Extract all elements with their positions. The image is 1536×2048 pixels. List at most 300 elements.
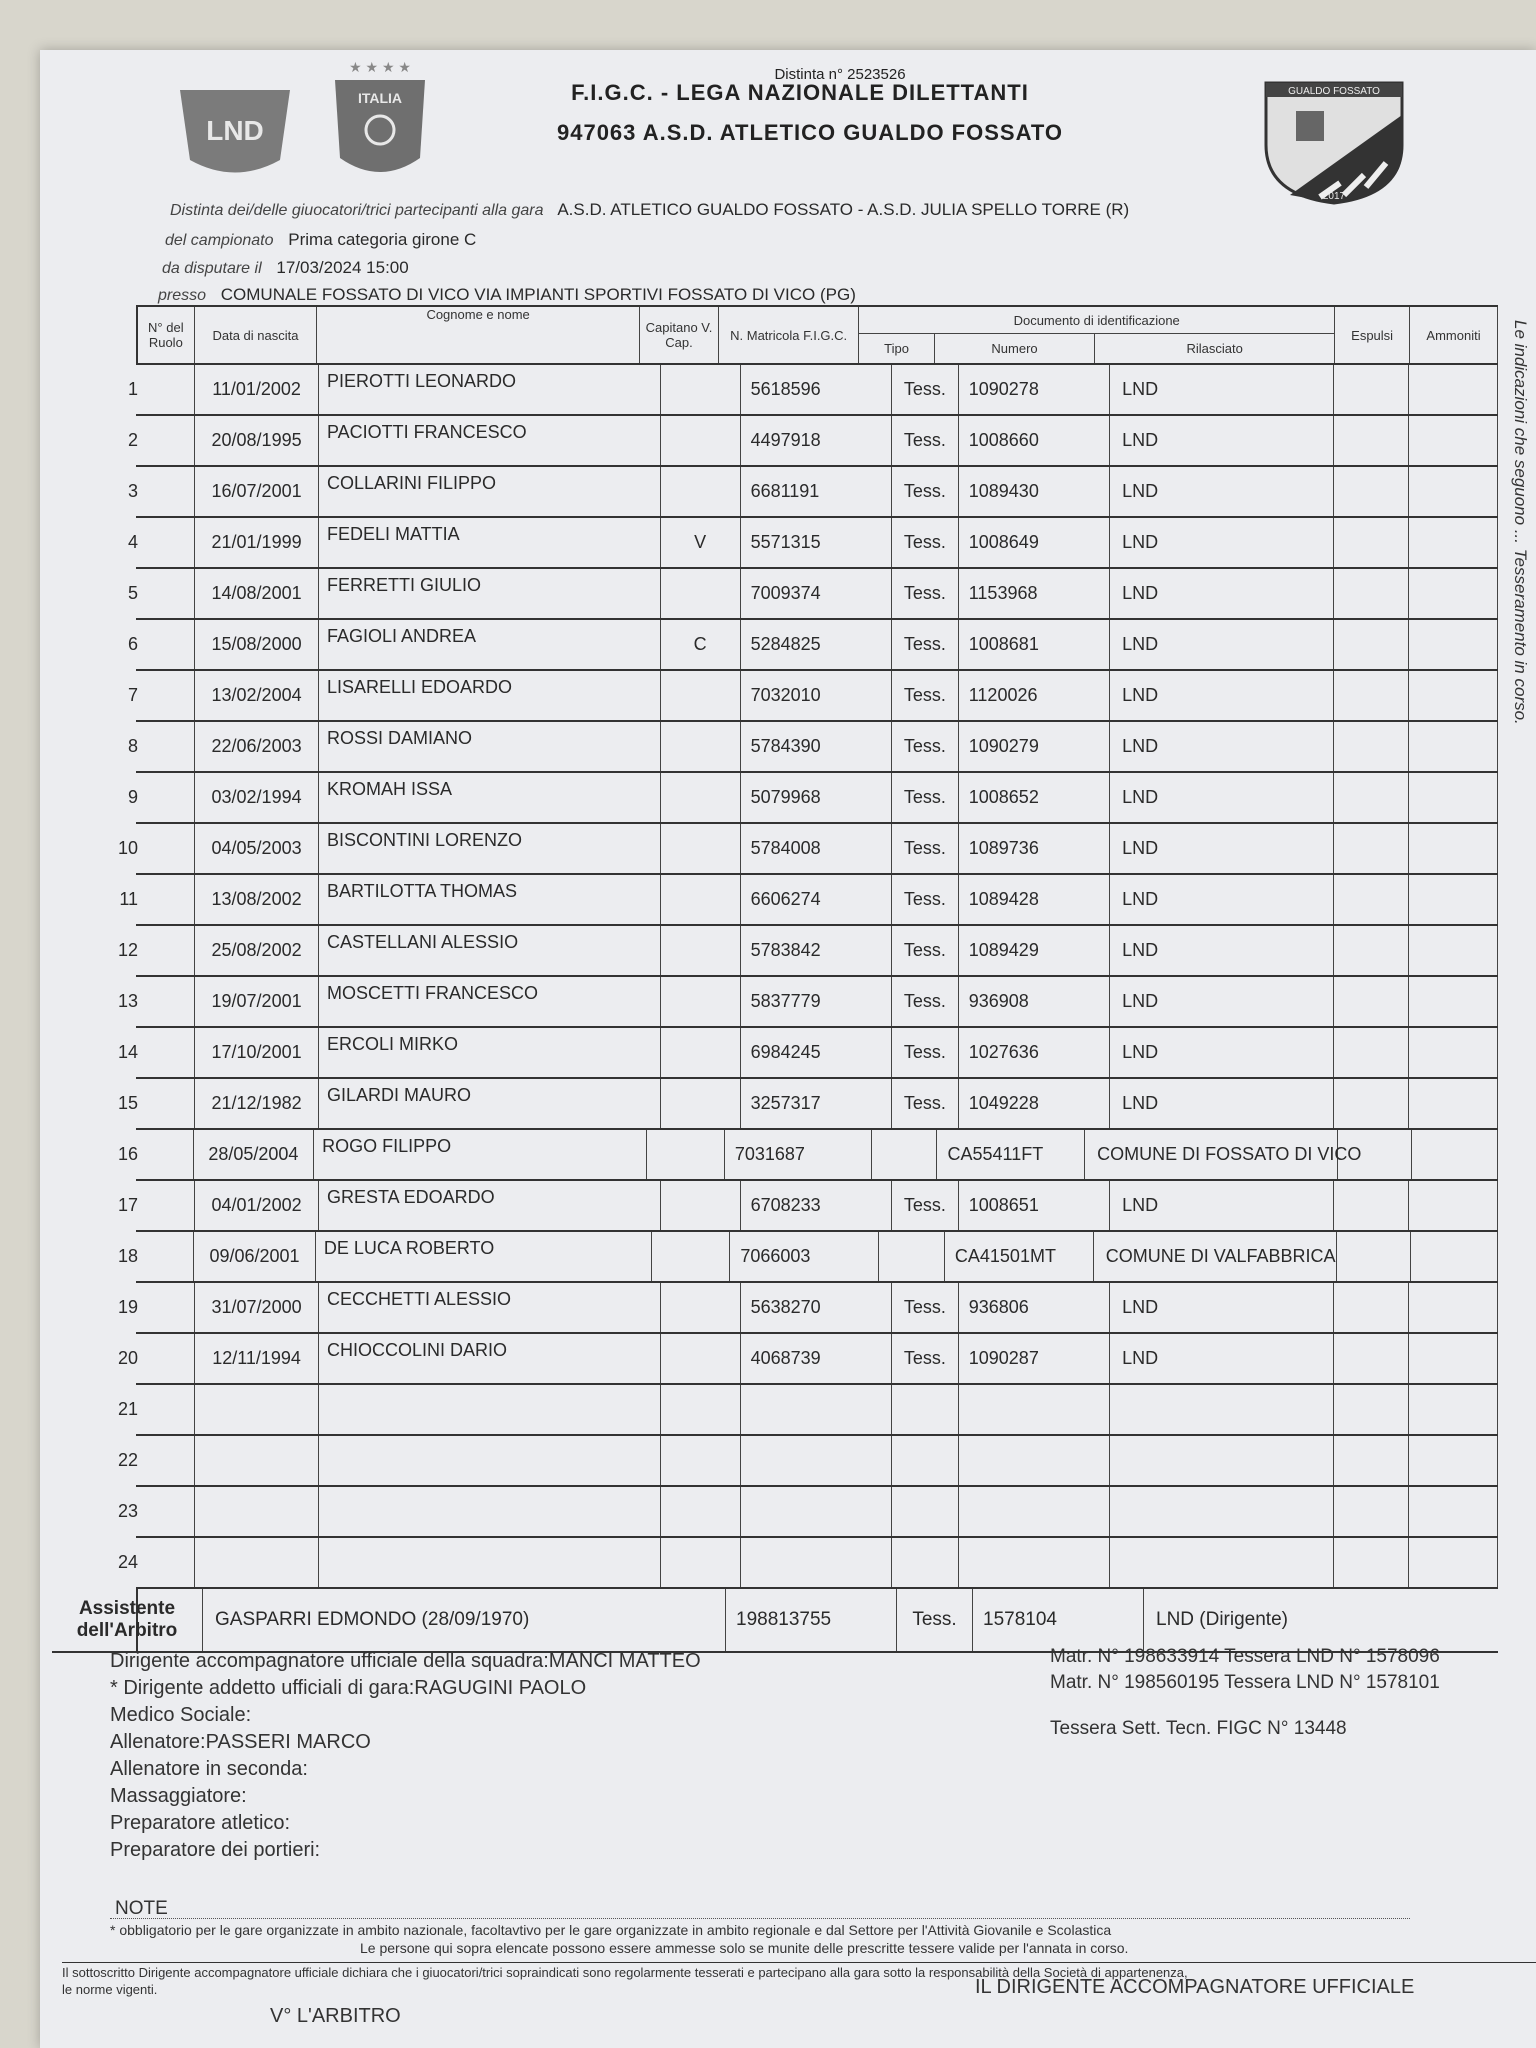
table-row (117, 1232, 1498, 1283)
table-row (127, 620, 1498, 671)
doc-number-cell: 1090287 (959, 1334, 1110, 1383)
birthdate-cell (195, 1538, 319, 1587)
doc-type-cell: Tess. (892, 926, 959, 975)
captain-cell (661, 1436, 741, 1485)
staff-label: * Dirigente addetto ufficiali di gara: (110, 1677, 415, 1699)
doc-number-cell (959, 1538, 1110, 1587)
matricola-cell: 7066003 (730, 1232, 879, 1281)
expelled-cell (1334, 1028, 1410, 1077)
federation-title: F.I.G.C. - LEGA NAZIONALE DILETTANTI (571, 80, 1029, 105)
captain-cell (647, 1130, 725, 1179)
issued-by-cell: LND (1110, 926, 1334, 975)
issued-by-cell: LND (1110, 620, 1334, 669)
expelled-cell (1334, 1487, 1410, 1536)
warned-cell (1409, 875, 1498, 924)
issued-by-cell: LND (1110, 1283, 1334, 1332)
doc-number-cell: CA55411FT (937, 1130, 1085, 1179)
expelled-cell (1338, 1130, 1412, 1179)
expelled-cell (1334, 620, 1410, 669)
staff-label: Allenatore in seconda: (110, 1758, 308, 1780)
ruolo-cell (138, 1283, 195, 1332)
warned-cell (1409, 1334, 1498, 1383)
warned-cell (1409, 1181, 1498, 1230)
header-tipo: Tipo (859, 334, 935, 363)
doc-number-cell (959, 1385, 1110, 1434)
staff-line (110, 1785, 247, 1808)
matricola-cell (741, 1385, 892, 1434)
doc-type-cell: Tess. (892, 620, 959, 669)
assistant-row (52, 1589, 1498, 1653)
staff-line (110, 1758, 308, 1781)
ruolo-cell (138, 1385, 195, 1434)
matricola-cell: 5571315 (741, 518, 892, 567)
expelled-cell (1334, 365, 1410, 414)
expelled-cell (1334, 875, 1410, 924)
birthdate-cell (195, 1487, 319, 1536)
name-cell: DE LUCA ROBERTO (316, 1232, 652, 1281)
doc-type-cell: Tess. (892, 671, 959, 720)
assistant-label: Assistente dell'Arbitro (52, 1589, 203, 1651)
doc-type-cell: Tess. (892, 773, 959, 822)
staff-registration: Matr. N° 198560195 Tessera LND N° 1578101 (1050, 1672, 1440, 1693)
captain-cell (661, 569, 741, 618)
staff-label: Medico Sociale: (110, 1704, 252, 1726)
issued-by-cell: LND (1110, 773, 1334, 822)
issued-by-cell: LND (1110, 569, 1334, 618)
issued-by-cell: LND (1110, 467, 1334, 516)
table-row (127, 416, 1498, 467)
assistant-name: GASPARRI EDMONDO (28/09/1970) (203, 1589, 726, 1651)
warned-cell (1409, 1538, 1498, 1587)
matricola-cell (741, 1436, 892, 1485)
matricola-cell (741, 1487, 892, 1536)
header-ruolo: N° del Ruolo (138, 307, 195, 363)
staff-registration: Matr. N° 198633914 Tessera LND N° 1578096 (1050, 1646, 1440, 1667)
birthdate-cell (195, 1385, 319, 1434)
doc-number-cell: 1089430 (959, 467, 1110, 516)
staff-value: PASSERI MARCO (205, 1731, 371, 1753)
issued-by-cell: LND (1110, 671, 1334, 720)
name-cell: MOSCETTI FRANCESCO (319, 977, 661, 1026)
row-number: 13 (52, 977, 144, 1026)
doc-number-cell: 1008651 (959, 1181, 1110, 1230)
assistant-numero: 1578104 (973, 1589, 1144, 1651)
matricola-cell (741, 1538, 892, 1587)
note-norme: le norme vigenti. (62, 1982, 158, 1997)
venue-line (158, 285, 856, 305)
doc-number-cell: 1120026 (959, 671, 1110, 720)
doc-type-cell: Tess. (892, 977, 959, 1026)
captain-cell: V (661, 518, 741, 567)
warned-cell (1409, 722, 1498, 771)
captain-cell (661, 1079, 741, 1128)
table-row (127, 773, 1498, 824)
assistant-matr: 198813755 (726, 1589, 897, 1651)
ruolo-cell (138, 671, 195, 720)
matricola-cell: 6606274 (741, 875, 892, 924)
doc-number-cell (959, 1487, 1110, 1536)
captain-cell (661, 722, 741, 771)
name-cell (319, 1538, 661, 1587)
birthdate-cell: 13/02/2004 (195, 671, 319, 720)
ruolo-cell (138, 773, 195, 822)
row-number: 20 (52, 1334, 144, 1383)
birthdate-cell: 11/01/2002 (195, 365, 319, 414)
row-number: 17 (52, 1181, 144, 1230)
name-cell: BARTILOTTA THOMAS (319, 875, 661, 924)
warned-cell (1412, 1130, 1498, 1179)
birthdate-cell: 04/01/2002 (195, 1181, 319, 1230)
captain-cell (661, 416, 741, 465)
birthdate-cell: 21/12/1982 (195, 1079, 319, 1128)
warned-cell (1409, 926, 1498, 975)
expelled-cell (1334, 1436, 1410, 1485)
birthdate-cell (195, 1436, 319, 1485)
table-row (117, 1538, 1498, 1589)
issued-by-cell: LND (1110, 416, 1334, 465)
expelled-cell (1334, 569, 1410, 618)
issued-by-cell: LND (1110, 824, 1334, 873)
row-number: 21 (52, 1385, 144, 1434)
doc-number-cell: 1153968 (959, 569, 1110, 618)
doc-number-cell: 1008660 (959, 416, 1110, 465)
match-label: Distinta dei/delle giuocatori/trici partecipanti alla gara (170, 202, 544, 219)
issued-by-cell (1110, 1487, 1334, 1536)
doc-number-cell: 936806 (959, 1283, 1110, 1332)
ruolo-cell (138, 1181, 195, 1230)
captain-cell (661, 824, 741, 873)
ruolo-cell (138, 1487, 195, 1536)
svg-text:ITALIA: ITALIA (357, 90, 403, 106)
table-row (117, 1079, 1498, 1130)
row-number: 11 (52, 875, 144, 924)
birthdate-cell: 31/07/2000 (195, 1283, 319, 1332)
warned-cell (1411, 1232, 1498, 1281)
issued-by-cell: LND (1110, 977, 1334, 1026)
name-cell: ROSSI DAMIANO (319, 722, 661, 771)
table-row (127, 518, 1498, 569)
venue-value: COMUNALE FOSSATO DI VICO VIA IMPIANTI SPORTIVI FOSSATO DI VICO (PG) (220, 285, 856, 304)
row-number: 6 (52, 620, 144, 669)
name-cell: FAGIOLI ANDREA (319, 620, 661, 669)
ruolo-cell (138, 977, 195, 1026)
name-cell: GILARDI MAURO (319, 1079, 661, 1128)
matricola-cell: 6681191 (741, 467, 892, 516)
doc-number-cell: 1008652 (959, 773, 1110, 822)
doc-number-cell: 936908 (959, 977, 1110, 1026)
table-row (119, 875, 1498, 926)
staff-line (110, 1677, 586, 1700)
header-amm: Ammoniti (1410, 307, 1498, 363)
staff-label: Preparatore dei portieri: (110, 1839, 321, 1861)
staff-registration: Tessera Sett. Tecn. FIGC N° 13448 (1050, 1718, 1347, 1739)
table-row (127, 671, 1498, 722)
ruolo-cell (138, 467, 195, 516)
matricola-cell: 5784390 (741, 722, 892, 771)
table-row (117, 1283, 1498, 1334)
header-data: Data di nascita (195, 307, 318, 363)
warned-cell (1409, 416, 1498, 465)
warned-cell (1409, 569, 1498, 618)
doc-type-cell: Tess. (892, 416, 959, 465)
staff-line (110, 1731, 371, 1754)
birthdate-cell: 22/06/2003 (195, 722, 319, 771)
name-cell: PACIOTTI FRANCESCO (319, 416, 661, 465)
expelled-cell (1334, 518, 1410, 567)
doc-number-cell: 1089736 (959, 824, 1110, 873)
row-number: 5 (52, 569, 144, 618)
club-title: 947063 A.S.D. ATLETICO GUALDO FOSSATO (556, 120, 1063, 145)
staff-label: Dirigente accompagnatore ufficiale della squadra: (110, 1650, 549, 1672)
doc-type-cell: Tess. (892, 1079, 959, 1128)
note-declaration: Il sottoscritto Dirigente accompagnatore ufficiale dichiara che i giuocatori/trici sopraindicati sono regolarmente tesserati e partecipano alla gara sotto la responsabilità della Società di appartenenza, (62, 1962, 1536, 1980)
doc-number-cell: 1089429 (959, 926, 1110, 975)
doc-number-cell: 1089428 (959, 875, 1110, 924)
row-number: 22 (52, 1436, 144, 1485)
doc-type-cell: Tess. (892, 875, 959, 924)
warned-cell (1409, 773, 1498, 822)
svg-text:GUALDO FOSSATO: GUALDO FOSSATO (1288, 86, 1380, 97)
name-cell: FEDELI MATTIA (319, 518, 661, 567)
table-row (117, 1181, 1498, 1232)
doc-number-cell: 1008681 (959, 620, 1110, 669)
matricola-cell: 4068739 (741, 1334, 892, 1383)
ruolo-cell (138, 1232, 194, 1281)
match-value: A.S.D. ATLETICO GUALDO FOSSATO - A.S.D. JULIA SPELLO TORRE (R) (557, 200, 1130, 219)
table-row (127, 569, 1498, 620)
staff-line (110, 1812, 290, 1835)
staff-value: MANCI MATTEO (548, 1650, 701, 1672)
italia-logo (325, 58, 435, 188)
doc-number-cell: CA41501MT (945, 1232, 1094, 1281)
doc-number-cell: 1090278 (959, 365, 1110, 414)
note-line (110, 1918, 1410, 1919)
doc-type-cell: Tess. (892, 518, 959, 567)
name-cell: ERCOLI MIRKO (319, 1028, 661, 1077)
row-number: 4 (52, 518, 144, 567)
ruolo-cell (138, 1538, 195, 1587)
doc-type-cell: Tess. (892, 467, 959, 516)
birthdate-cell: 28/05/2004 (194, 1130, 315, 1179)
row-number: 12 (52, 926, 144, 975)
row-number: 15 (52, 1079, 144, 1128)
warned-cell (1409, 1079, 1498, 1128)
staff-label: Preparatore atletico: (110, 1812, 291, 1834)
championship-line (165, 230, 476, 250)
expelled-cell (1334, 722, 1410, 771)
expelled-cell (1334, 926, 1410, 975)
expelled-cell (1334, 1538, 1410, 1587)
table-row (117, 1436, 1498, 1487)
warned-cell (1409, 671, 1498, 720)
captain-cell (661, 1181, 741, 1230)
doc-type-cell: Tess. (892, 1028, 959, 1077)
birthdate-cell: 19/07/2001 (195, 977, 319, 1026)
table-body (117, 365, 1498, 1589)
captain-cell (661, 671, 741, 720)
doc-number-cell: 1090279 (959, 722, 1110, 771)
doc-type-cell (892, 1487, 959, 1536)
table-header (138, 305, 1498, 365)
captain-cell (661, 926, 741, 975)
expelled-cell (1334, 1385, 1410, 1434)
header-doc-group (859, 307, 1335, 363)
staff-value: RAGUGINI PAOLO (414, 1677, 587, 1699)
expelled-cell (1334, 977, 1410, 1026)
matricola-cell: 6984245 (741, 1028, 892, 1077)
row-number: 14 (52, 1028, 144, 1077)
birthdate-cell: 16/07/2001 (195, 467, 319, 516)
expelled-cell (1334, 1079, 1410, 1128)
name-cell (319, 1436, 661, 1485)
birthdate-cell: 09/06/2001 (194, 1232, 316, 1281)
birthdate-cell: 17/10/2001 (195, 1028, 319, 1077)
table-row (117, 1130, 1498, 1181)
matricola-cell: 5618596 (741, 365, 892, 414)
issued-by-cell: LND (1110, 875, 1334, 924)
matricola-cell: 5284825 (741, 620, 892, 669)
issued-by-cell: LND (1110, 365, 1334, 414)
table-row (127, 722, 1498, 773)
captain-cell (661, 1283, 741, 1332)
warned-cell (1409, 620, 1498, 669)
staff-line (110, 1839, 320, 1862)
name-cell: KROMAH ISSA (319, 773, 661, 822)
issued-by-cell: COMUNE DI VALFABBRICA (1094, 1232, 1337, 1281)
issued-by-cell (1110, 1385, 1334, 1434)
row-number: 1 (52, 365, 144, 414)
row-number: 18 (52, 1232, 144, 1281)
doc-type-cell: Tess. (892, 569, 959, 618)
players-table (76, 305, 1498, 1653)
staff-line (110, 1704, 251, 1727)
name-cell: ROGO FILIPPO (314, 1130, 647, 1179)
birthdate-cell: 21/01/1999 (195, 518, 319, 567)
birthdate-cell: 13/08/2002 (195, 875, 319, 924)
staff-label: Allenatore: (110, 1731, 206, 1753)
birthdate-cell: 04/05/2003 (195, 824, 319, 873)
assistant-rilas: LND (Dirigente) (1156, 1609, 1288, 1630)
row-number: 8 (52, 722, 144, 771)
issued-by-cell: LND (1110, 1028, 1334, 1077)
issued-by-cell: LND (1110, 722, 1334, 771)
assistant-tipo: Tess. (897, 1589, 973, 1651)
row-number: 10 (52, 824, 144, 873)
doc-number-cell: 1008649 (959, 518, 1110, 567)
row-number: 9 (52, 773, 144, 822)
name-cell: CECCHETTI ALESSIO (319, 1283, 661, 1332)
ruolo-cell (138, 1079, 195, 1128)
name-cell: GRESTA EDOARDO (319, 1181, 661, 1230)
captain-cell (661, 977, 741, 1026)
matricola-cell: 4497918 (741, 416, 892, 465)
staff-label: Massaggiatore: (110, 1785, 247, 1807)
warned-cell (1409, 1436, 1498, 1485)
row-number: 16 (52, 1130, 144, 1179)
row-number: 23 (52, 1487, 144, 1536)
name-cell (319, 1385, 661, 1434)
captain-cell (661, 1334, 741, 1383)
header-esp: Espulsi (1335, 307, 1410, 363)
birthdate-cell: 20/08/1995 (195, 416, 319, 465)
birthdate-cell: 25/08/2002 (195, 926, 319, 975)
arbitro-signature-label: V° L'ARBITRO (270, 2005, 401, 2027)
table-row (117, 824, 1498, 875)
issued-by-cell: LND (1110, 1334, 1334, 1383)
warned-cell (1409, 518, 1498, 567)
header-matr: N. Matricola F.I.G.C. (719, 307, 859, 363)
warned-cell (1409, 1028, 1498, 1077)
note-persone: Le persone qui sopra elencate possono essere ammesse solo se munite delle prescritte tessere valide per l'annata in corso. (360, 1940, 1129, 1956)
date-label: da disputare il (162, 260, 262, 277)
table-row (117, 1487, 1498, 1538)
match-line (170, 200, 1129, 220)
expelled-cell (1334, 1181, 1410, 1230)
ruolo-cell (138, 569, 195, 618)
expelled-cell (1334, 671, 1410, 720)
doc-type-cell (892, 1385, 959, 1434)
expelled-cell (1334, 416, 1410, 465)
side-note: Le indicazioni che seguono ... Tesseramento in corso. (1511, 320, 1530, 725)
club-logo (1260, 75, 1408, 205)
row-number: 7 (52, 671, 144, 720)
header-rilas: Rilasciato (1186, 341, 1243, 356)
note-label: NOTE (115, 1898, 168, 1919)
ruolo-cell (138, 1130, 194, 1179)
captain-cell (661, 1385, 741, 1434)
ruolo-cell (138, 416, 195, 465)
matricola-cell: 5079968 (741, 773, 892, 822)
doc-type-cell (892, 1538, 959, 1587)
matricola-cell: 7031687 (725, 1130, 873, 1179)
lnd-logo (150, 80, 310, 190)
doc-number-cell: 1049228 (959, 1079, 1110, 1128)
matricola-cell: 5783842 (741, 926, 892, 975)
ruolo-cell (138, 722, 195, 771)
ruolo-cell (138, 1334, 195, 1383)
expelled-cell (1334, 467, 1410, 516)
svg-text:2017: 2017 (1322, 191, 1346, 202)
warned-cell (1409, 467, 1498, 516)
birthdate-cell: 15/08/2000 (195, 620, 319, 669)
captain-cell (661, 365, 741, 414)
date-line (162, 258, 409, 278)
header-doc-sub (859, 334, 1334, 363)
staff-line (110, 1650, 701, 1673)
ruolo-cell (138, 620, 195, 669)
issued-by-cell (1110, 1538, 1334, 1587)
expelled-cell (1334, 1334, 1410, 1383)
ruolo-cell (138, 926, 195, 975)
name-cell: FERRETTI GIULIO (319, 569, 661, 618)
row-number: 2 (52, 416, 144, 465)
ruolo-cell (138, 875, 195, 924)
row-number: 24 (52, 1538, 144, 1587)
expelled-cell (1334, 1283, 1410, 1332)
table-row (117, 1028, 1498, 1079)
table-row (117, 1334, 1498, 1385)
issued-by-cell: LND (1110, 1079, 1334, 1128)
captain-cell (661, 1538, 741, 1587)
issued-by-cell: LND (1110, 518, 1334, 567)
matricola-cell: 7032010 (741, 671, 892, 720)
warned-cell (1409, 1487, 1498, 1536)
date-value: 17/03/2024 15:00 (276, 258, 409, 277)
expelled-cell (1337, 1232, 1411, 1281)
captain-cell (661, 1028, 741, 1077)
name-cell: PIEROTTI LEONARDO (319, 365, 661, 414)
captain-cell (661, 1487, 741, 1536)
